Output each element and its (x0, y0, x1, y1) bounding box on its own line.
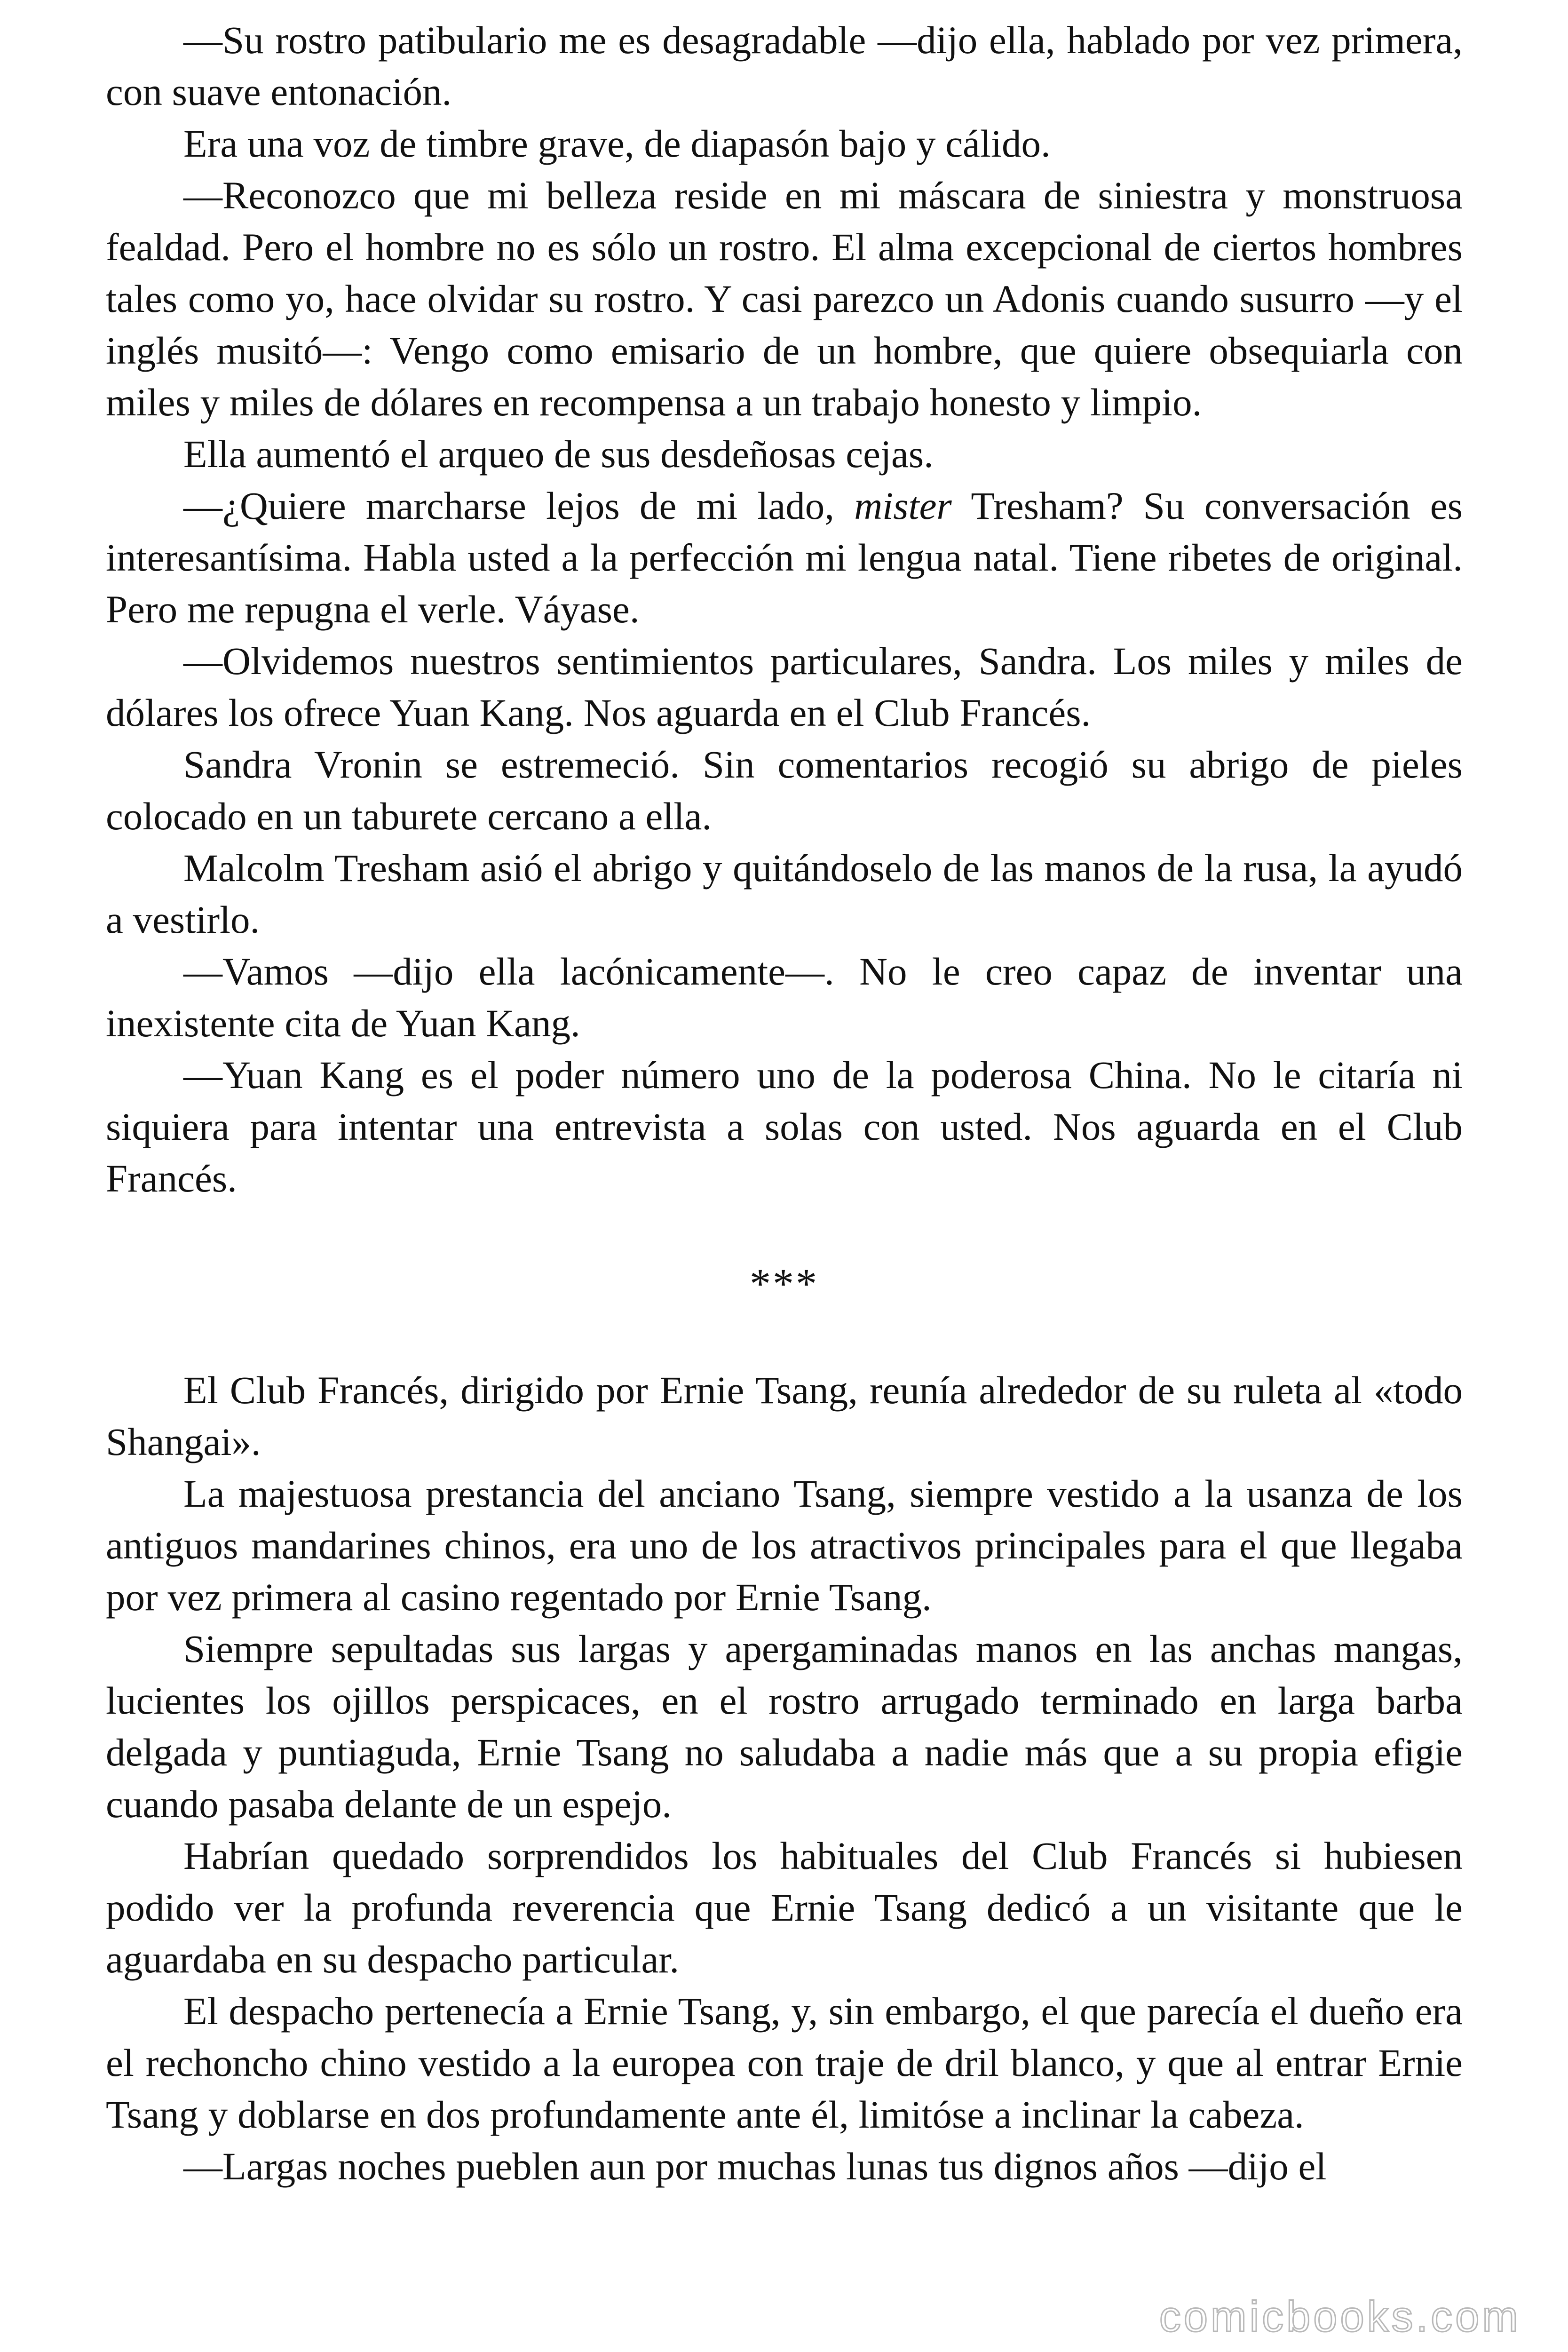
paragraph: La majestuosa prestancia del anciano Tsang, siempre vestido a la usanza de los antiguos mandarines chinos, era uno de los atractivos principales para el que llegaba por vez primera al casino regentado por Ernie Tsang. (106, 1472, 1463, 1619)
paragraph: Habrían quedado sorprendidos los habituales del Club Francés si hubiesen podido ver la profunda reverencia que Ernie Tsang dedicó a un visitante que le aguardaba en su despacho particular. (106, 1834, 1463, 1981)
paragraph: El Club Francés, dirigido por Ernie Tsang, reunía alrededor de su ruleta al «todo Shangai». (106, 1368, 1463, 1463)
section-separator: *** (750, 1261, 819, 1307)
paragraph: Ella aumentó el arqueo de sus desdeñosas cejas. (183, 432, 934, 476)
paragraph: —Yuan Kang es el poder número uno de la poderosa China. No le citaría ni siquiera para intentar una entrevista a solas con usted. Nos aguarda en el Club Francés. (106, 1053, 1463, 1200)
paragraph: Siempre sepultadas sus largas y apergaminadas manos en las anchas mangas, lucientes los ojillos perspicaces, en el rostro arrugado terminado en larga barba delgada y puntiaguda, Ernie Tsang no saludaba a nadie más que a su propia efigie cuando pasaba delante de un espejo. (106, 1627, 1463, 1826)
paragraph: El despacho pertenecía a Ernie Tsang, y, sin embargo, el que parecía el dueño era el rechoncho chino vestido a la europea con traje de dril blanco, y que al entrar Ernie Tsang y doblarse en dos profundamente ante él, limitóse a inclinar la cabeza. (106, 1989, 1463, 2136)
italic-word: mister (854, 484, 952, 527)
paragraph: Sandra Vronin se estremeció. Sin comentarios recogió su abrigo de pieles colocado en un taburete cercano a ella. (106, 743, 1463, 838)
paragraph: —Reconozco que mi belleza reside en mi máscara de siniestra y monstruosa fealdad. Pero el hombre no es sólo un rostro. El alma excepcional de ciertos hombres tales como yo, hace olvidar su rostro. Y casi parezco un Adonis cuando susurro —y el inglés musitó—: Vengo como emisario de un hombre, que quiere obsequiarla con miles y miles de dólares en recompensa a un trabajo honesto y limpio. (106, 174, 1463, 424)
paragraph: —Su rostro patibulario me es desagradable —dijo ella, hablado por vez primera, con suave entonación. (106, 18, 1463, 113)
paragraph: —Largas noches pueblen aun por muchas lunas tus dignos años —dijo el (183, 2145, 1327, 2188)
page-body-text (106, 14, 1463, 2192)
paragraph: Malcolm Tresham asió el abrigo y quitándoselo de las manos de la rusa, la ayudó a vestirlo. (106, 846, 1463, 941)
paragraph: —Olvidemos nuestros sentimientos particulares, Sandra. Los miles y miles de dólares los ofrece Yuan Kang. Nos aguarda en el Club Francés. (106, 639, 1463, 734)
paragraph-text: Tresham? Su conversación es interesantísima. Habla usted a la perfección mi lengua natal. Tiene ribetes de original. Pero me repugna el verle. Váyase. (106, 484, 1463, 631)
watermark-text: comicbooks.com (1159, 2293, 1521, 2341)
paragraph-text: —¿Quiere marcharse lejos de mi lado, (183, 484, 855, 527)
paragraph (106, 480, 1463, 635)
paragraph: Era una voz de timbre grave, de diapasón bajo y cálido. (183, 122, 1051, 165)
paragraph: —Vamos —dijo ella lacónicamente—. No le creo capaz de inventar una inexistente cita de Yuan Kang. (106, 950, 1463, 1045)
